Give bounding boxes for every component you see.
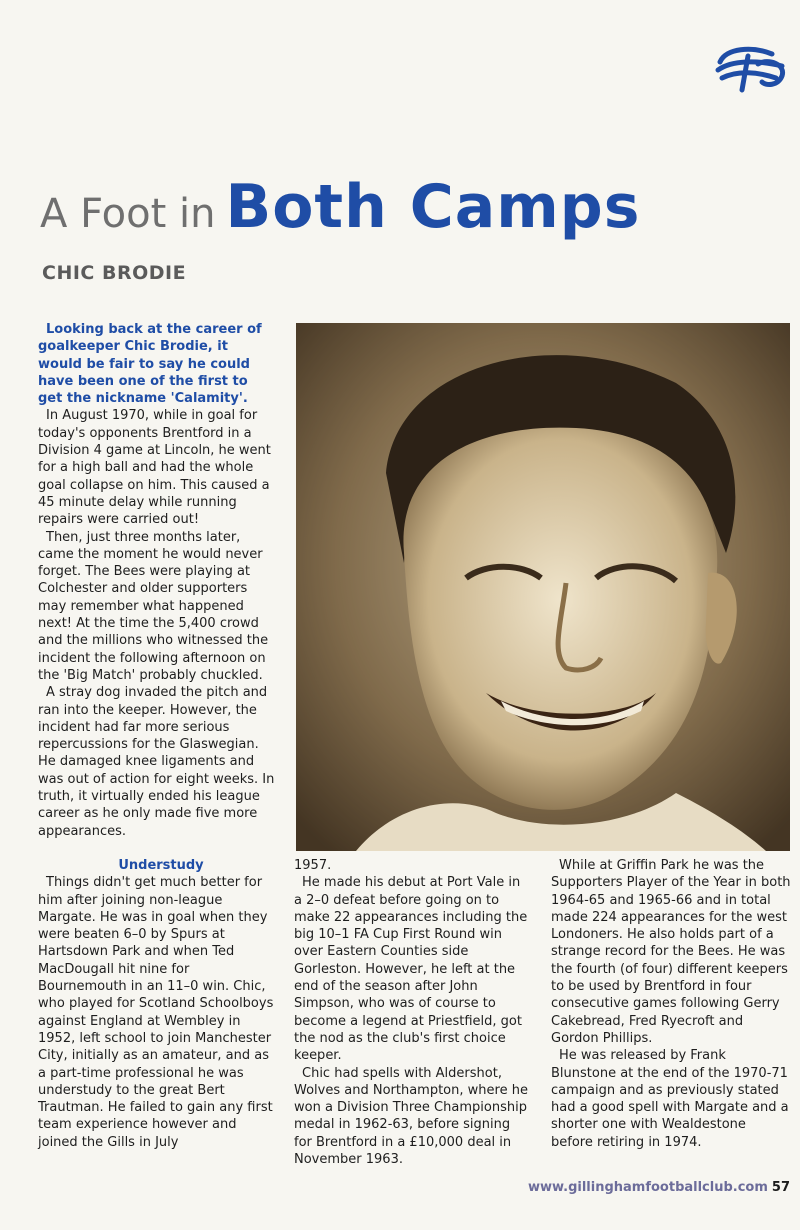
player-photo: [296, 323, 790, 851]
paragraph: Things didn't get much better for him after joining non-league Margate. He was in goal when they were beaten 6–0 by Spurs at Hartsdown Park and when Ted MacDougall hit nine for Bournemouth in an 11–0 win. Chic, who played for Scotland Schoolboys against England at Wembley in 1952, left school to join Manchester City, initially as an amateur, and as a part-time professional he was understudy to the great Bert Trautman. He failed to gain any first team experience however and joined the Gills in July: [38, 875, 274, 1150]
intro-paragraph: Looking back at the career of goalkeeper Chic Brodie, it would be fair to say he could have been one of the first to get the nickname 'Calamity'.: [38, 322, 262, 407]
gfc-logo-icon: [712, 42, 790, 94]
paragraph: Chic had spells with Aldershot, Wolves and Northampton, where he won a Division Three Championship medal in 1962-63, before signing for Brentford in a £10,000 deal in November 1963.: [294, 1065, 528, 1168]
page-number: 57: [771, 1180, 790, 1195]
footer-url[interactable]: www.gillinghamfootballclub.com: [527, 1180, 768, 1195]
page-footer: [528, 1180, 790, 1195]
paragraph: While at Griffin Park he was the Supporters Player of the Year in both 1964-65 and 1965-66 and in total made 224 appearances for the west Londoners. He also holds part of a strange record for the Bees. He was the fourth (of four) different keepers to be used by Brentford in four consecutive games following Gerry Cakebread, Fred Ryecroft and Gordon Phillips.: [551, 858, 791, 1046]
author-byline: CHIC BRODIE: [42, 262, 187, 284]
column-1: [38, 321, 276, 840]
article-title: [40, 172, 640, 242]
title-light: A Foot in: [40, 191, 216, 237]
column-1-bottom: [38, 857, 276, 1151]
column-3: [551, 857, 791, 1151]
paragraph: Then, just three months later, came the moment he would never forget. The Bees were playing at Colchester and older supporters may remember what happened next! At the time the 5,400 crowd and the millions who witnessed the incident the following afternoon on the 'Big Match' probably chuckled.: [38, 529, 269, 683]
paragraph: In August 1970, while in goal for today's opponents Brentford in a Division 4 game at Lincoln, he went for a high ball and had the whole goal collapse on him. This caused a 45 minute delay while running repairs were carried out!: [38, 408, 271, 528]
paragraph: He made his debut at Port Vale in a 2–0 defeat before going on to make 22 appearances including the big 10–1 FA Cup First Round win over Eastern Counties side Gorleston. However, he left at the end of the season after John Simpson, who was of course to become a legend at Priestfield, got the nod as the club's first choice keeper.: [294, 875, 528, 1064]
subheading: Understudy: [118, 858, 204, 873]
paragraph: A stray dog invaded the pitch and ran into the keeper. However, the incident had far more serious repercussions for the Glaswegian. He damaged knee ligaments and was out of action for eight weeks. In truth, it virtually ended his league career as he only made five more appearances.: [38, 685, 275, 839]
title-bold: Both Camps: [225, 172, 641, 242]
paragraph: 1957.: [294, 858, 332, 873]
column-2: [294, 857, 528, 1168]
club-logo: [712, 42, 790, 94]
paragraph: He was released by Frank Blunstone at the end of the 1970-71 campaign and as previously stated had a good spell with Margate and a shorter one with Wealdestone before retiring in 1974.: [551, 1048, 789, 1150]
